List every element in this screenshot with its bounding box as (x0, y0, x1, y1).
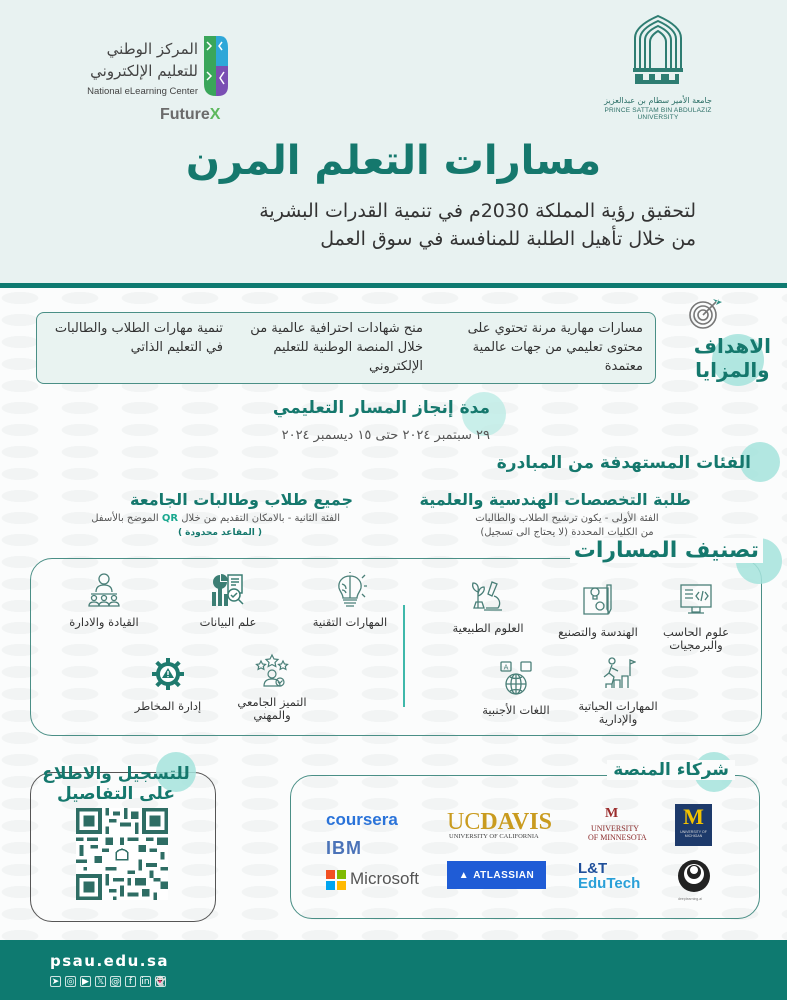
brain-bulb-icon (332, 572, 368, 608)
nelc-logo (54, 32, 244, 128)
deeplearning-ai-logo-icon (676, 858, 712, 894)
microsoft-logo: Microsoft (350, 869, 419, 888)
target-icon (688, 296, 722, 330)
category-2-line-1b: الموضح بالأسفل (91, 513, 159, 524)
goals-box (36, 312, 656, 384)
category-2-title: جميع طلاب وطالبات الجامعة (130, 490, 354, 509)
ucdavis-logo (447, 809, 552, 836)
register-heading-line-2: على التفاصيل (57, 784, 175, 804)
track-label: التميز الجامعي (237, 695, 307, 709)
data-analysis-icon (210, 572, 246, 608)
futurex-brand (160, 106, 220, 124)
ucdavis-davis: DAVIS (480, 809, 552, 835)
coursera-logo: coursera (326, 810, 398, 829)
deeplearning-ai-text: deeplearning.ai (678, 897, 702, 901)
university-arch-icon (629, 14, 687, 86)
track-foreign-languages[interactable] (466, 660, 566, 717)
telegram-icon[interactable]: ➤ (51, 976, 60, 987)
minnesota-logo (588, 824, 647, 842)
instagram-icon[interactable]: ◎ (66, 976, 75, 987)
stars-person-icon (254, 652, 290, 688)
target-heading: الفئات المستهدفة من المبادرة (496, 453, 751, 473)
track-leadership[interactable] (54, 572, 154, 629)
atlassian-text: ATLASSIAN (473, 869, 535, 881)
ibm-logo: IBM (326, 838, 362, 858)
nelc-name-ar-2: للتعليم الإلكتروني (90, 62, 198, 80)
track-computer-science[interactable] (656, 582, 736, 652)
limited-seats-note: ( المقاعد محدودة ) (177, 528, 263, 538)
registration-qr-code[interactable] (76, 808, 168, 900)
michigan-logo (675, 804, 712, 846)
track-life-skills[interactable] (568, 656, 668, 726)
leader-team-icon (86, 572, 122, 608)
category-1-line-1: الفئة الأولى - يكون ترشيح الطلاب والطالبات (475, 513, 659, 524)
track-label: علم البيانات (199, 615, 257, 629)
university-name-en: PRINCE SATTAM BIN ABDULAZIZ UNIVERSITY (604, 107, 712, 121)
facebook-icon[interactable]: f (125, 976, 136, 987)
category-1-title: طلبة التخصصات الهندسية والعلمية (419, 490, 691, 509)
michigan-sub: UNIVERSITY OF MICHIGAN (680, 830, 707, 838)
snapchat-icon[interactable]: 👻 (154, 976, 167, 987)
engineering-blueprint-icon (580, 582, 616, 618)
goals-heading-line-2: والمزايا (695, 358, 770, 382)
duration-heading: مدة إنجاز المسار التعليمي (272, 398, 490, 418)
atlassian-mark-icon: ▲ (458, 869, 470, 881)
youtube-icon[interactable]: ▶ (80, 976, 91, 987)
linkedin-icon[interactable]: in (141, 976, 150, 987)
nelc-name-ar-1: المركز الوطني (106, 40, 198, 58)
duration-dates: ٢٩ سبتمبر ٢٠٢٤ حتى ١٥ ديسمبر ٢٠٢٤ (281, 428, 490, 443)
track-engineering[interactable] (548, 582, 648, 639)
minnesota-line-2: OF MINNESOTA (588, 833, 647, 842)
gear-warning-icon (150, 656, 186, 692)
ucdavis-uc: UC (447, 809, 481, 835)
x-icon[interactable]: 𝕏 (96, 976, 105, 987)
track-label: العلوم الطبيعية (452, 621, 524, 635)
lt-line-2: EduTech (578, 875, 641, 892)
category-1-line-2: من الكليات المحددة (لا يحتاج الى تسجيل) (480, 527, 654, 538)
subtitle-line-2: من خلال تأهيل الطلبة للمنافسة في سوق العمل (320, 228, 696, 250)
track-label: الهندسة والتصنيع (558, 625, 638, 639)
globe-translate-icon (498, 660, 534, 696)
minnesota-line-1: UNIVERSITY (591, 824, 639, 833)
goal-item: مسارات مهارية مرنة تحتوي على محتوى تعليمي من جهات عالمية معتمدة (467, 321, 643, 374)
footer (0, 940, 787, 1000)
track-label: المهارات الحياتية (578, 699, 658, 713)
goals-heading-line-1: الاهداف (693, 334, 771, 358)
microscope-plant-icon (470, 578, 506, 614)
track-excellence[interactable] (222, 652, 322, 722)
track-label: علوم الحاسب (663, 625, 729, 639)
goal-item: منح شهادات احترافية عالمية من خلال المنصة الوطنية للتعليم الإلكتروني (250, 321, 423, 374)
page-title: مسارات التعلم المرن (185, 138, 602, 184)
track-label-2: والإدارية (598, 712, 638, 726)
microsoft-logo-icon (326, 870, 346, 890)
register-heading-line-1: للتسجيل والاطلاع (42, 764, 190, 784)
goal-item: تنمية مهارات الطلاب والطالبات في التعليم الذاتي (54, 321, 223, 355)
atlassian-logo (447, 861, 546, 889)
track-label: المهارات التقنية (312, 615, 388, 629)
category-2-desc (91, 512, 340, 540)
futurex-text: Future (160, 106, 210, 123)
track-natural-sciences[interactable] (438, 578, 538, 635)
track-data-science[interactable] (178, 572, 278, 629)
partners-heading: شركاء المنصة (607, 760, 735, 780)
lt-edutech-logo (578, 861, 640, 891)
university-logo (588, 14, 728, 121)
track-label: إدارة المخاطر (134, 699, 202, 713)
nelc-emblem-icon (202, 34, 230, 98)
svg-text:A: A (503, 663, 509, 672)
university-name-ar: جامعة الأمير سطام بن عبدالعزيز (604, 96, 712, 105)
computer-code-icon (678, 582, 714, 618)
climbing-steps-flag-icon (600, 656, 636, 692)
register-heading (30, 764, 202, 804)
track-label-2: والمهني (253, 708, 291, 722)
track-risk-management[interactable] (118, 656, 218, 713)
track-label: اللغات الأجنبية (482, 703, 550, 717)
michigan-m: M (683, 804, 704, 829)
social-links (50, 976, 166, 987)
ucdavis-sub: UNIVERSITY OF CALIFORNIA (449, 833, 539, 840)
track-label: القيادة والادارة (69, 615, 139, 629)
nelc-name-en: National eLearning Center (87, 86, 198, 97)
tracks-heading: تصنيف المسارات (570, 538, 763, 563)
website-link[interactable]: psau.edu.sa (50, 952, 170, 970)
track-label-2: والبرمجيات (669, 638, 723, 652)
track-tech-skills[interactable] (300, 572, 400, 629)
threads-icon[interactable]: @ (111, 976, 120, 987)
category-1-desc (467, 512, 667, 540)
subtitle-line-1: لتحقيق رؤية المملكة 2030م في تنمية القدرات البشرية (259, 200, 696, 222)
goals-heading (694, 334, 771, 382)
category-2-line-1: الفئة الثانية - بالامكان التقديم من خلال (181, 513, 340, 524)
qr-label: QR (161, 513, 179, 524)
futurex-x: X (209, 106, 221, 123)
minnesota-mark: M (605, 806, 619, 821)
tracks-divider (403, 605, 405, 707)
lt-line-1: L&T (578, 860, 608, 877)
